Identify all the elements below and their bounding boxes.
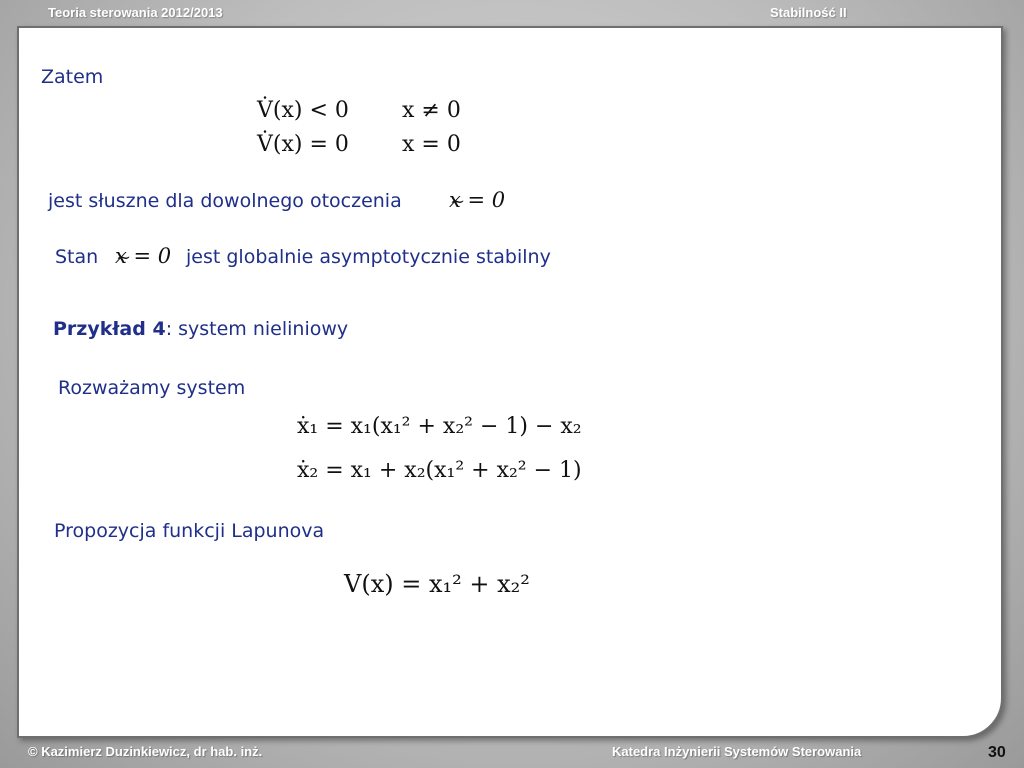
course-title: Teoria sterowania 2012/2013 [48,5,223,20]
system-equation-1: ẋ₁ = x₁(x₁² + x₂² − 1) − x₂ [297,414,582,439]
line-2-prefix: Stan [55,246,99,268]
slide-content-area [17,26,1003,738]
condition-1-left: V̇(x) < 0 [257,98,349,123]
lyapunov-equation: V(x) = x₁² + x₂² [344,570,530,598]
example-heading [53,318,348,340]
condition-1-right: x ≠ 0 [402,98,461,123]
line-2-math-value: x = 0 [115,244,172,268]
page-number: 30 [988,744,1006,761]
consider-label: Rozważamy system [58,377,246,399]
line-2-suffix: jest globalnie asymptotycznie stabilny [186,246,551,268]
line-1-math-value: x = 0 [449,188,506,212]
example-bold: Przykład 4 [53,318,166,340]
department-name: Katedra Inżynierii Systemów Sterowania [612,744,862,759]
example-rest: : system nieliniowy [165,318,349,340]
author-credit: © Kazimierz Duzinkiewicz, dr hab. inż. [28,744,263,759]
line-1-math [449,188,505,212]
line-2-math [115,244,171,268]
line-1-text: jest słuszne dla dowolnego otoczenia [48,190,402,212]
zatem-label: Zatem [41,66,104,88]
condition-2-left: V̇(x) = 0 [257,132,349,157]
condition-2-right: x = 0 [402,132,461,157]
lyapunov-label: Propozycja funkcji Lapunova [54,520,325,542]
system-equation-2: ẋ₂ = x₁ + x₂(x₁² + x₂² − 1) [297,458,582,483]
section-title: Stabilność II [770,5,847,20]
